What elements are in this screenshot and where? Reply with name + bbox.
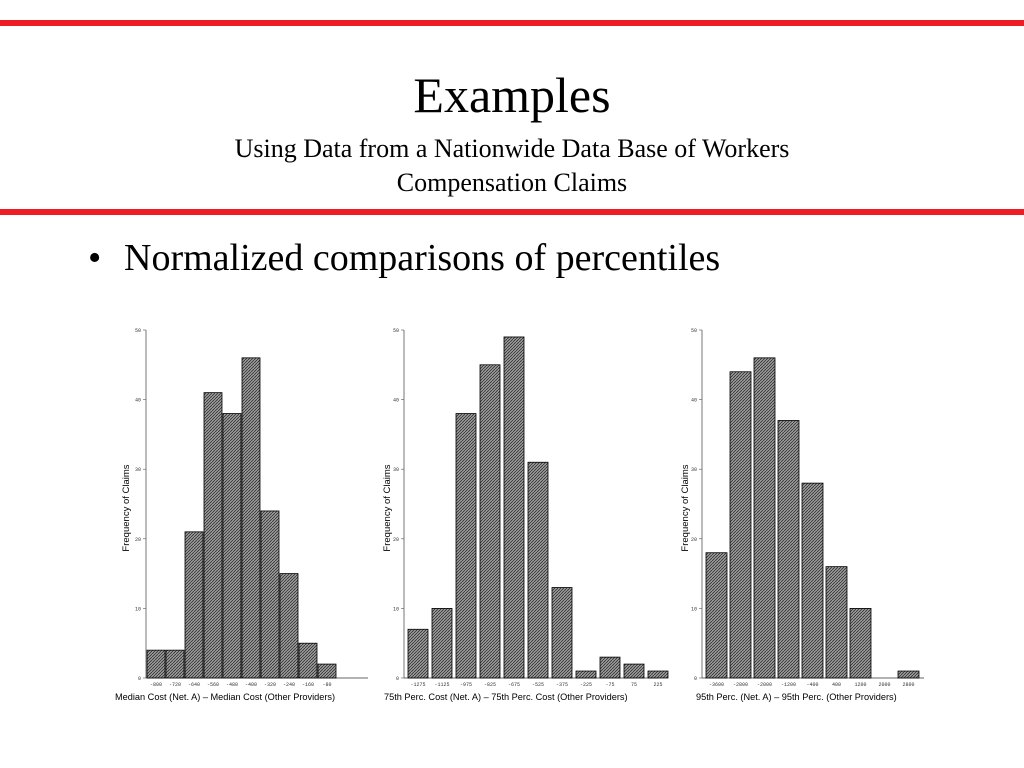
y-axis-label: Frequency of Claims [680,464,691,552]
y-tick-label: 0 [693,676,697,682]
x-tick-label: 1200 [854,682,867,688]
histogram-bar [552,588,572,678]
x-tick-label: -825 [483,682,497,688]
x-tick-label: -375 [555,682,569,688]
y-tick-label: 20 [134,536,141,543]
histogram-bar [754,358,775,678]
y-tick-label: 20 [690,536,697,543]
x-tick-label: 2800 [902,682,915,688]
histogram-bar [408,629,428,678]
y-axis-label: Frequency of Claims [121,464,132,552]
x-tick-label: -225 [579,682,593,688]
histogram-bar [242,358,260,678]
y-tick-label: 10 [690,606,697,613]
bottom-red-rule [0,209,1024,215]
histogram-bar [600,657,620,678]
histogram-bar [318,664,336,678]
top-red-rule [0,20,1024,26]
x-tick-label: -675 [507,682,521,688]
y-tick-label: 10 [392,606,399,613]
x-tick-label: -720 [168,682,182,688]
x-tick-label: -2000 [756,682,773,688]
x-tick-label: -400 [244,682,258,688]
y-tick-label: 50 [392,328,399,334]
histogram-bar [185,532,203,678]
x-tick-label: -2800 [732,682,749,688]
x-tick-label: -1275 [410,682,426,688]
y-tick-label: 10 [134,606,141,613]
histogram-bar [850,608,871,678]
histogram-bar [147,650,165,678]
x-tick-label: 225 [653,682,663,688]
y-tick-label: 0 [137,676,141,682]
x-axis-label: 95th Perc. (Net. A) – 95th Perc. (Other Providers) [696,692,897,702]
histogram-bar [706,553,727,678]
bullet-text: Normalized comparisons of percentiles [124,237,721,279]
x-tick-label: -75 [605,682,615,688]
histogram-bar [432,608,452,678]
x-axis-label: Median Cost (Net. A) – Median Cost (Other Providers) [115,692,336,702]
y-tick-label: 0 [395,676,399,682]
histogram-bar [223,414,241,678]
y-tick-label: 40 [690,397,697,404]
y-tick-label: 40 [134,397,141,404]
x-tick-label: -525 [531,682,545,688]
x-tick-label: -975 [459,682,473,688]
y-tick-label: 50 [690,328,697,334]
histogram-bar [898,671,919,678]
x-tick-label: 400 [831,682,842,688]
x-tick-label: -80 [322,682,332,688]
histogram-median-cost [110,318,372,710]
x-tick-label: -1125 [434,682,450,688]
histogram-bar [576,671,596,678]
slide-title: Examples [413,67,611,123]
y-tick-label: 30 [134,467,141,474]
histogram-bar [778,420,799,678]
histogram-bar [624,664,644,678]
title-block [0,58,1024,200]
histogram-bar [280,574,298,678]
x-tick-label: -1200 [780,682,797,688]
histogram-bar [648,671,668,678]
y-tick-label: 50 [134,328,141,334]
x-tick-label: -3600 [708,682,725,688]
x-tick-label: -640 [187,682,201,688]
histogram-bar [456,414,476,678]
bullet-icon: • [88,237,102,279]
x-tick-label: -480 [225,682,239,688]
histogram-bar [204,393,222,678]
histogram-bar [528,462,548,678]
x-tick-label: -240 [282,682,296,688]
x-tick-label: -400 [806,682,819,688]
y-tick-label: 20 [392,536,399,543]
histogram-bar [730,372,751,678]
y-axis-label: Frequency of Claims [382,464,393,552]
y-tick-label: 30 [392,467,399,474]
histogram-bar [480,365,500,678]
histogram-75th-percentile-cost [378,318,663,710]
histogram-bar [802,483,823,678]
slide-subtitle-line-2: Compensation Claims [396,168,628,197]
x-tick-label: 75 [630,682,638,688]
x-tick-label: -160 [301,682,315,688]
histogram-bar [261,511,279,678]
x-tick-label: -800 [149,682,163,688]
bullet-item [88,232,720,284]
histogram-bar [166,650,184,678]
y-tick-label: 40 [392,397,399,404]
slide-subtitle-line-1: Using Data from a Nationwide Data Base of Workers [234,134,790,163]
x-tick-label: -320 [263,682,277,688]
x-tick-label: 2000 [878,682,891,688]
histogram-bar [299,643,317,678]
y-tick-label: 30 [690,467,697,474]
x-tick-label: -560 [206,682,220,688]
histogram-bar [504,337,524,678]
histogram-bar [826,567,847,678]
histogram-95th-percentile [676,318,946,710]
x-axis-label: 75th Perc. Cost (Net. A) – 75th Perc. Cost (Other Providers) [384,692,628,702]
